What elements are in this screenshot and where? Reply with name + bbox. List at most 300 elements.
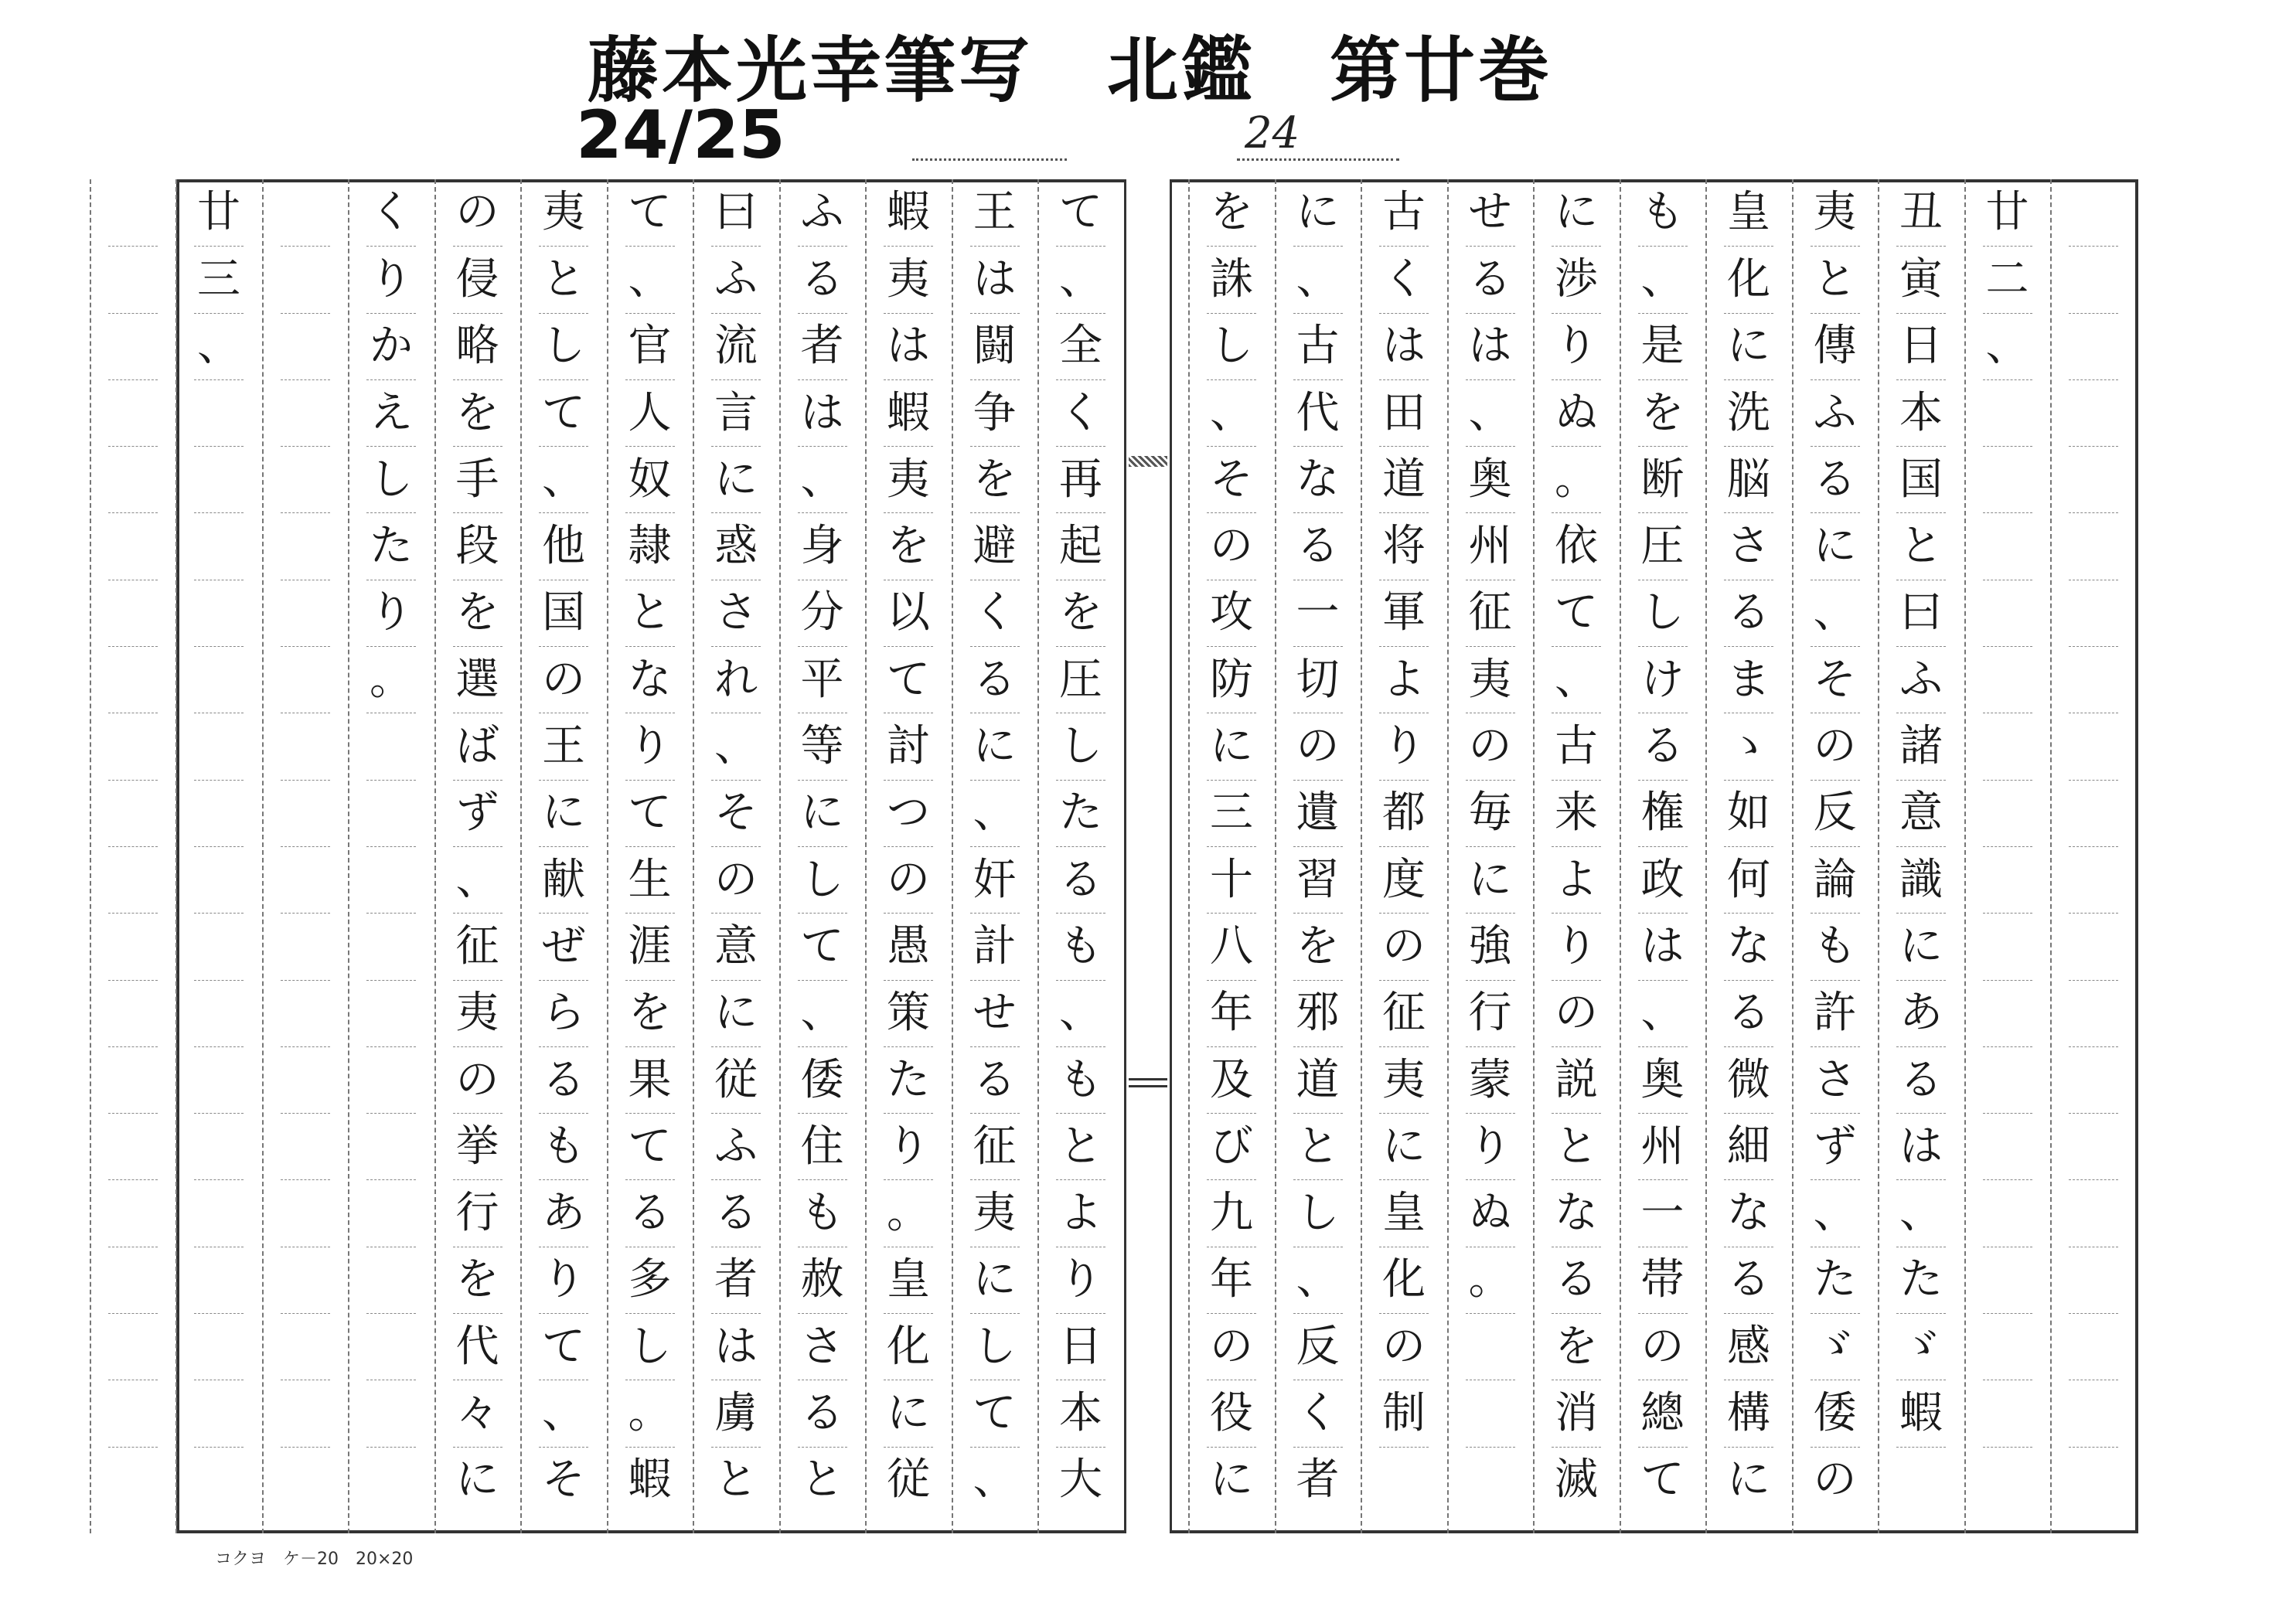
grid-cell: 侵	[453, 246, 502, 312]
grid-cell: 本	[1896, 379, 1946, 446]
grid-cell	[366, 1380, 416, 1446]
grid-cell: た	[1896, 1247, 1946, 1313]
grid-cell	[108, 246, 158, 312]
grid-cell	[1983, 379, 2032, 446]
grid-cell	[1983, 1113, 2032, 1179]
grid-cell: 策	[884, 980, 933, 1046]
grid-cell: 多	[625, 1247, 675, 1313]
grid-cell	[281, 379, 330, 446]
grid-cell: 三	[1207, 780, 1256, 846]
grid-cell: 。	[884, 1179, 933, 1246]
grid-cell: 人	[625, 379, 675, 446]
left-page-column-12	[108, 179, 158, 1533]
grid-cell	[108, 913, 158, 979]
grid-cell: て	[798, 913, 847, 979]
grid-cell	[194, 846, 244, 913]
grid-cell: 討	[884, 713, 933, 779]
grid-cell: 三	[194, 246, 244, 312]
grid-cell: 従	[711, 1046, 761, 1113]
document-title: 藤本光幸筆写 北鑑 第廿巻	[588, 29, 1553, 112]
grid-cell: の	[455, 187, 499, 238]
grid-cell: に	[539, 780, 588, 846]
grid-cell: 、	[1056, 980, 1105, 1046]
grid-cell: 道	[1379, 446, 1429, 512]
grid-cell	[194, 1380, 244, 1446]
grid-cell	[108, 1046, 158, 1113]
grid-cell: せ	[1468, 187, 1512, 238]
grid-cell: を	[884, 512, 933, 579]
grid-cell: を	[1552, 1313, 1601, 1380]
grid-cell: さ	[1724, 512, 1773, 579]
grid-cell: 、	[539, 446, 588, 512]
grid-cell: 征	[1466, 580, 1515, 646]
grid-cell: と	[1896, 512, 1946, 579]
grid-cell: そ	[539, 1447, 588, 1513]
grid-cell	[366, 1313, 416, 1380]
grid-cell: 強	[1466, 913, 1515, 979]
grid-cell: ゞ	[1896, 1313, 1946, 1380]
grid-cell: よ	[1056, 1179, 1105, 1246]
grid-cell: に	[1379, 1113, 1429, 1179]
grid-cell: 細	[1724, 1113, 1773, 1179]
grid-cell: く	[970, 580, 1020, 646]
column-divider	[90, 179, 91, 1533]
grid-cell: 年	[1207, 980, 1256, 1046]
grid-cell: し	[366, 446, 416, 512]
grid-cell	[194, 446, 244, 512]
grid-cell: 、	[798, 446, 847, 512]
grid-cell: に	[1811, 512, 1860, 579]
grid-cell: 滅	[1552, 1447, 1601, 1513]
grid-cell: を	[1210, 187, 1253, 238]
grid-cell: ず	[453, 780, 502, 846]
grid-cell	[1466, 1380, 1515, 1446]
grid-cell: り	[366, 580, 416, 646]
grid-cell: 皇	[1379, 1179, 1429, 1246]
grid-cell: え	[366, 379, 416, 446]
grid-cell: る	[1724, 580, 1773, 646]
grid-cell: を	[453, 1247, 502, 1313]
grid-cell	[194, 913, 244, 979]
grid-cell: ふ	[1811, 379, 1860, 446]
grid-cell: 以	[884, 580, 933, 646]
grid-cell	[281, 512, 330, 579]
grid-cell: 挙	[453, 1113, 502, 1179]
grid-cell	[194, 1247, 244, 1313]
grid-cell: 、	[539, 1380, 588, 1446]
grid-cell: 、	[1293, 246, 1343, 312]
column-divider	[175, 179, 177, 1533]
grid-cell: し	[1638, 580, 1688, 646]
grid-cell	[194, 379, 244, 446]
left-page-column-2	[970, 179, 1020, 1533]
grid-cell: に	[798, 780, 847, 846]
right-page-column-10	[1293, 179, 1343, 1533]
grid-cell: 反	[1811, 780, 1860, 846]
grid-cell: に	[1207, 713, 1256, 779]
left-page-column-8	[453, 179, 502, 1533]
grid-cell: り	[625, 713, 675, 779]
grid-cell: 政	[1638, 846, 1688, 913]
column-divider	[348, 179, 349, 1533]
grid-cell: は	[711, 1313, 761, 1380]
grid-cell: て	[884, 646, 933, 713]
grid-cell: 日	[1056, 1313, 1105, 1380]
grid-cell: 計	[970, 913, 1020, 979]
grid-cell	[281, 713, 330, 779]
grid-cell	[281, 313, 330, 379]
grid-cell: 奸	[970, 846, 1020, 913]
grid-cell: 献	[539, 846, 588, 913]
grid-cell: は	[1638, 913, 1688, 979]
column-divider	[1964, 179, 1966, 1533]
grid-cell: 丑	[1899, 187, 1943, 238]
grid-cell: 、	[1638, 246, 1688, 312]
grid-cell: る	[1056, 846, 1105, 913]
grid-cell	[2069, 446, 2118, 512]
grid-cell: を	[970, 446, 1020, 512]
grid-cell: は	[884, 313, 933, 379]
grid-cell: に	[453, 1447, 502, 1513]
grid-cell: も	[1640, 187, 1685, 238]
grid-cell: る	[1724, 980, 1773, 1046]
grid-cell	[1983, 1247, 2032, 1313]
grid-cell: 国	[539, 580, 588, 646]
left-page-column-9	[366, 179, 416, 1533]
handwritten-page-number: 24	[1245, 108, 1300, 158]
grid-cell: 依	[1552, 512, 1601, 579]
column-divider	[1037, 179, 1039, 1533]
grid-cell: を	[453, 580, 502, 646]
grid-cell: り	[539, 1247, 588, 1313]
grid-cell: ら	[539, 980, 588, 1046]
grid-cell: 化	[1379, 1247, 1429, 1313]
column-divider	[607, 179, 608, 1533]
grid-cell: 消	[1552, 1380, 1601, 1446]
grid-cell: り	[366, 246, 416, 312]
grid-cell	[194, 1179, 244, 1246]
grid-cell: 者	[1293, 1447, 1343, 1513]
grid-cell: を	[453, 379, 502, 446]
grid-cell: ふ	[1896, 646, 1946, 713]
grid-cell: 化	[1724, 246, 1773, 312]
grid-cell	[108, 1247, 158, 1313]
grid-cell	[2069, 1380, 2118, 1446]
grid-cell	[108, 1179, 158, 1246]
grid-cell: の	[711, 846, 761, 913]
grid-cell: 帯	[1638, 1247, 1688, 1313]
grid-cell: そ	[711, 780, 761, 846]
grid-cell: も	[1811, 913, 1860, 979]
grid-cell: に	[1466, 846, 1515, 913]
grid-cell: て	[625, 1113, 675, 1179]
grid-cell: を	[1293, 913, 1343, 979]
grid-cell: び	[1207, 1113, 1256, 1179]
grid-cell: 度	[1379, 846, 1429, 913]
grid-cell: よ	[1552, 846, 1601, 913]
grid-cell	[108, 1313, 158, 1380]
grid-cell: 。	[1552, 446, 1601, 512]
right-page-column-9	[1379, 179, 1429, 1533]
grid-cell: と	[1811, 246, 1860, 312]
grid-cell: 夷	[1466, 646, 1515, 713]
grid-cell	[281, 646, 330, 713]
grid-cell: 等	[798, 713, 847, 779]
right-page-column-4	[1811, 179, 1860, 1533]
grid-cell	[366, 846, 416, 913]
grid-cell: と	[711, 1447, 761, 1513]
grid-cell: の	[453, 1046, 502, 1113]
grid-cell: を	[1056, 580, 1105, 646]
grid-cell: を	[1638, 379, 1688, 446]
grid-cell: な	[1724, 913, 1773, 979]
grid-cell: 。	[1466, 1247, 1515, 1313]
grid-cell: に	[1724, 1447, 1773, 1513]
right-page-column-7	[1552, 179, 1601, 1533]
grid-cell: る	[625, 1179, 675, 1246]
grid-cell	[108, 1380, 158, 1446]
grid-cell: 争	[970, 379, 1020, 446]
grid-cell: 古	[1382, 187, 1426, 238]
grid-cell	[108, 713, 158, 779]
grid-cell: の	[884, 846, 933, 913]
grid-cell	[366, 713, 416, 779]
grid-cell	[281, 1313, 330, 1380]
grid-cell	[281, 1380, 330, 1446]
grid-cell: 誅	[1207, 246, 1256, 312]
grid-cell: り	[1466, 1113, 1515, 1179]
grid-cell: 住	[798, 1113, 847, 1179]
grid-cell: 諸	[1896, 713, 1946, 779]
grid-cell: く	[1056, 379, 1105, 446]
grid-cell: 曰	[1896, 580, 1946, 646]
grid-cell: の	[1552, 980, 1601, 1046]
grid-cell: た	[1056, 780, 1105, 846]
grid-cell	[366, 1447, 416, 1513]
grid-cell: は	[970, 246, 1020, 312]
grid-cell: 夷	[542, 187, 585, 238]
grid-cell: る	[1552, 1247, 1601, 1313]
grid-cell: る	[1811, 446, 1860, 512]
grid-cell: 古	[1293, 313, 1343, 379]
grid-cell: 洗	[1724, 379, 1773, 446]
grid-cell: る	[798, 246, 847, 312]
grid-cell	[1983, 580, 2032, 646]
grid-cell: 、	[1552, 646, 1601, 713]
grid-cell	[2069, 1179, 2118, 1246]
grid-cell: 、	[194, 313, 244, 379]
grid-cell	[1983, 512, 2032, 579]
grid-cell: も	[1056, 913, 1105, 979]
grid-cell: と	[1552, 1113, 1601, 1179]
grid-cell: も	[1056, 1046, 1105, 1113]
grid-cell: に	[711, 446, 761, 512]
grid-cell: と	[625, 580, 675, 646]
grid-cell	[1983, 713, 2032, 779]
grid-cell: し	[625, 1313, 675, 1380]
column-divider	[1447, 179, 1449, 1533]
right-page-column-8	[1466, 179, 1515, 1533]
grid-cell	[2069, 713, 2118, 779]
grid-cell: に	[970, 1247, 1020, 1313]
grid-cell: 蒙	[1466, 1046, 1515, 1113]
grid-cell	[2069, 246, 2118, 312]
grid-cell: 日	[1896, 313, 1946, 379]
grid-cell: 論	[1811, 846, 1860, 913]
grid-cell	[281, 179, 330, 246]
grid-cell: り	[884, 1113, 933, 1179]
grid-cell: 選	[453, 646, 502, 713]
grid-cell: 年	[1207, 1247, 1256, 1313]
grid-cell: 二	[1983, 246, 2032, 312]
column-divider	[1705, 179, 1707, 1533]
grid-cell	[194, 1313, 244, 1380]
grid-cell: 役	[1207, 1380, 1256, 1446]
grid-cell: ゞ	[1811, 1313, 1860, 1380]
left-page-column-6	[625, 179, 675, 1533]
grid-cell: 及	[1207, 1046, 1256, 1113]
grid-cell	[1466, 1447, 1515, 1513]
grid-cell: り	[1552, 913, 1601, 979]
grid-cell: 代	[453, 1313, 502, 1380]
grid-cell: ふ	[711, 246, 761, 312]
grid-cell: ば	[453, 713, 502, 779]
grid-cell: 官	[625, 313, 675, 379]
column-divider	[2050, 179, 2052, 1533]
grid-cell	[194, 780, 244, 846]
grid-cell: り	[1552, 313, 1601, 379]
grid-cell: 邪	[1293, 980, 1343, 1046]
grid-cell: 、	[970, 780, 1020, 846]
left-page-column-1	[1056, 179, 1105, 1533]
grid-cell	[108, 846, 158, 913]
grid-cell	[281, 446, 330, 512]
grid-cell: 起	[1056, 512, 1105, 579]
grid-cell: る	[1896, 1046, 1946, 1113]
grid-cell: は	[1896, 1113, 1946, 1179]
grid-cell: に	[711, 980, 761, 1046]
grid-cell: れ	[711, 646, 761, 713]
grid-cell: 廿	[197, 187, 240, 238]
grid-cell	[2069, 913, 2118, 979]
column-divider	[1620, 179, 1621, 1533]
grid-cell: 總	[1638, 1380, 1688, 1446]
grid-cell: 分	[798, 580, 847, 646]
grid-cell: 来	[1552, 780, 1601, 846]
grid-cell: ふ	[711, 1113, 761, 1179]
grid-cell: の	[1207, 512, 1256, 579]
grid-cell	[108, 379, 158, 446]
grid-cell: と	[1293, 1113, 1343, 1179]
grid-cell: よ	[1379, 646, 1429, 713]
column-divider	[1361, 179, 1362, 1533]
grid-cell: な	[1552, 1179, 1601, 1246]
grid-cell: 廿	[1985, 187, 2029, 238]
grid-cell	[2069, 179, 2118, 246]
grid-cell	[194, 713, 244, 779]
grid-cell	[366, 980, 416, 1046]
grid-cell: 、	[798, 980, 847, 1046]
grid-cell: た	[884, 1046, 933, 1113]
column-divider	[1533, 179, 1535, 1533]
grid-cell: は	[1379, 313, 1429, 379]
grid-cell	[2069, 1046, 2118, 1113]
grid-cell: 段	[453, 512, 502, 579]
grid-cell: 曰	[714, 187, 758, 238]
grid-cell: あ	[539, 1179, 588, 1246]
grid-cell: 蝦	[884, 379, 933, 446]
grid-cell: 如	[1724, 780, 1773, 846]
grid-cell: て	[970, 1380, 1020, 1446]
grid-cell: 征	[453, 913, 502, 979]
grid-cell: 蝦	[887, 187, 930, 238]
grid-cell: 々	[453, 1380, 502, 1446]
grid-cell: 断	[1638, 446, 1688, 512]
grid-cell	[108, 512, 158, 579]
grid-cell: の	[1293, 713, 1343, 779]
grid-cell: 者	[711, 1247, 761, 1313]
grid-cell: 者	[798, 313, 847, 379]
grid-cell: 、	[1466, 379, 1515, 446]
grid-cell	[366, 1247, 416, 1313]
grid-cell: 倭	[798, 1046, 847, 1113]
grid-cell: か	[366, 313, 416, 379]
grid-cell: そ	[1207, 446, 1256, 512]
grid-cell: 脳	[1724, 446, 1773, 512]
grid-cell: る	[970, 1046, 1020, 1113]
grid-cell: 行	[1466, 980, 1515, 1046]
grid-cell: 王	[973, 187, 1017, 238]
grid-cell: 奥	[1638, 1046, 1688, 1113]
grid-cell	[108, 1113, 158, 1179]
column-divider	[952, 179, 953, 1533]
grid-cell	[108, 179, 158, 246]
grid-cell: る	[1638, 713, 1688, 779]
grid-cell	[366, 780, 416, 846]
grid-cell: 夷	[884, 446, 933, 512]
grid-cell	[194, 980, 244, 1046]
fold-marker-bottom	[1129, 1078, 1167, 1087]
grid-cell: 再	[1056, 446, 1105, 512]
grid-cell	[1896, 1447, 1946, 1513]
grid-cell	[1983, 1447, 2032, 1513]
grid-cell: し	[1293, 1179, 1343, 1246]
grid-cell: 州	[1466, 512, 1515, 579]
page-fraction: 24/25	[576, 97, 785, 174]
grid-cell: 略	[453, 313, 502, 379]
grid-cell	[281, 1046, 330, 1113]
grid-cell	[108, 1447, 158, 1513]
dotted-rule-left	[912, 158, 1067, 161]
grid-cell	[2069, 1113, 2118, 1179]
grid-cell: 意	[711, 913, 761, 979]
grid-cell	[108, 980, 158, 1046]
grid-cell: 。	[625, 1380, 675, 1446]
grid-cell: 本	[1056, 1380, 1105, 1446]
grid-cell	[1983, 646, 2032, 713]
grid-cell	[366, 913, 416, 979]
grid-cell: に	[884, 1380, 933, 1446]
grid-cell: て	[628, 187, 672, 238]
right-page-column-2	[1983, 179, 2032, 1533]
grid-cell: の	[1379, 1313, 1429, 1380]
grid-cell	[2069, 1247, 2118, 1313]
grid-cell	[2069, 512, 2118, 579]
grid-cell: さ	[798, 1313, 847, 1380]
grid-cell: 許	[1811, 980, 1860, 1046]
grid-cell: 手	[453, 446, 502, 512]
grid-cell	[281, 246, 330, 312]
